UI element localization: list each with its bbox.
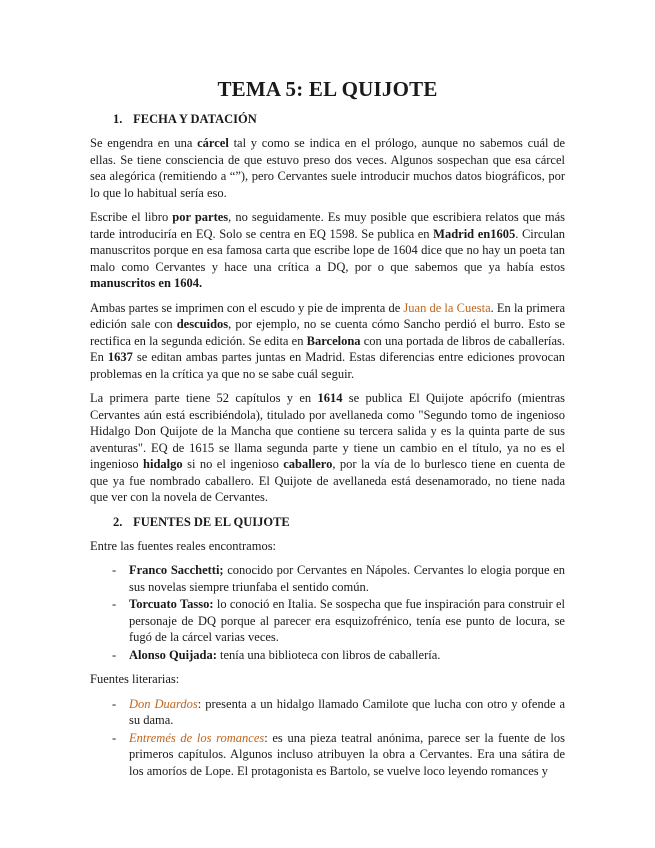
- bold-term: Barcelona: [306, 333, 361, 348]
- bold-term: cárcel: [197, 136, 229, 150]
- work-title: Entremés de los romances: [129, 730, 265, 745]
- source-name: Alonso Quijada:: [129, 647, 217, 662]
- text-run: , por ejemplo, no se cuenta cómo Sancho perdió el burro. Esto se rectifica en la segunda edición. Se edita en: [90, 317, 565, 348]
- text-run: , por la vía de lo burlesco tiene en cuenta de que ya fue nombrado caballero. El Quijote de avellaneda está desenamorado, no tiene nada que ver con la novela de Cervantes.: [90, 457, 566, 504]
- paragraph-apocrifo: [90, 390, 565, 506]
- literary-sources-intro: Fuentes literarias:: [90, 672, 180, 686]
- bold-term: hidalgo: [143, 457, 183, 471]
- source-text: lo conoció en Italia. Se sospecha que fue inspiración para construir el personaje de DQ porque al parecer era esquizofrénico, tenía ese punto de locura, se fugó de la cárcel varias veces.: [129, 597, 566, 644]
- text-run: si no el ingenioso: [182, 457, 284, 471]
- paragraph-imprenta: [90, 300, 565, 383]
- section-number: 2.: [113, 514, 123, 529]
- section-title: FUENTES DE EL QUIJOTE: [133, 514, 290, 529]
- source-name: Franco Sacchetti;: [129, 563, 224, 577]
- bold-term: caballero: [283, 457, 333, 471]
- source-text: : presenta a un hidalgo llamado Camilote que lucha con otro y ofende a su dama.: [129, 696, 565, 727]
- list-item: [90, 562, 565, 595]
- list-item: [90, 647, 565, 664]
- section-title: FECHA Y DATACIÓN: [133, 112, 257, 126]
- text-run: se editan ambas partes juntas en Madrid. Estas diferencias entre ediciones provocan problemas en la crítica ya que no se sabe cuál seguir.: [90, 350, 565, 381]
- paragraph-carcel: [90, 135, 565, 201]
- bold-term: 1637: [107, 350, 133, 364]
- list-item: [90, 730, 565, 780]
- highlighted-name: Juan de la Cuesta: [403, 300, 491, 315]
- list-item: [90, 696, 565, 729]
- text-run: . Circulan manuscritos porque en esa famosa carta que escribe lope de 1604 dice que no hay un poeta tan malo como Cervantes y hace una crítica a DQ, por o que sabemos que ya había estos: [90, 226, 565, 274]
- text-run: Escribe el libro: [90, 210, 173, 224]
- real-sources-intro: Entre las fuentes reales encontramos:: [90, 538, 277, 553]
- bold-term: manuscritos en 1604.: [90, 276, 203, 290]
- bold-term: Madrid en1605: [433, 226, 516, 241]
- document-body: [90, 72, 565, 787]
- section-number: 1.: [113, 112, 123, 126]
- source-text: : es una pieza teatral anónima, parece ser la fuente de los primeros capítulos. Algunos incluso atribuyen la obra a Cervantes. Era una sátira de los amoríos de Lope. El protagonista es Bartolo, se vuelve loco leyendo romances y: [129, 730, 565, 778]
- bold-term: 1614: [317, 391, 343, 405]
- text-run: , no seguidamente. Es muy posible que escribiera relatos que más tarde introduciría en EQ. Solo se centra en EQ 1598. Se publica en: [90, 210, 566, 241]
- section-heading-fuentes: [90, 514, 565, 530]
- text-run: Ambas partes se imprimen con el escudo y pie de imprenta de: [90, 300, 404, 315]
- bold-term: descuidos: [176, 317, 229, 331]
- page-title: TEMA 5: EL QUIJOTE: [217, 77, 438, 101]
- bold-term: por partes: [172, 210, 229, 224]
- text-run: Se engendra en una: [90, 136, 198, 150]
- text-run: La primera parte tiene 52 capítulos y en: [90, 391, 318, 405]
- section-heading-fecha: [90, 111, 565, 127]
- text-run: tal y como se indica en el prólogo, aunque no sabemos cuál de ellas. Se tiene consciencia de que estuvo preso dos veces. Algunos sospechan que esa cárcel sea alegórica (remitiendo a “”), pero Cervantes suele introducir muchos datos biográficos, por lo que lo habitual sería eso.: [90, 136, 566, 200]
- text-run: . En la primera edición sale con: [90, 300, 565, 331]
- paragraph-partes: [90, 209, 565, 292]
- real-sources-list: [90, 562, 565, 663]
- work-title: Don Duardos: [129, 696, 198, 711]
- source-text: tenía una biblioteca con libros de caballería.: [216, 647, 441, 662]
- text-run: con una portada de libros de caballerías. En: [90, 333, 565, 364]
- list-item: [90, 596, 565, 646]
- text-run: se publica El Quijote apócrifo (mientras Cervantes aún está escribiéndola), titulado por avellaneda como "Segundo tomo de ingenioso Hidalgo Don Quijote de la Mancha que contiene su tercera salida y es la quinta parte de sus aventuras". EQ de 1615 se llama segunda parte y tiene un cambio en el título, ya no es el ingenioso: [90, 391, 565, 471]
- source-name: Torcuato Tasso:: [129, 597, 214, 611]
- literary-sources-list: [90, 696, 565, 780]
- source-text: conocido por Cervantes en Nápoles. Cervantes lo elogia porque en sus novelas siempre triunfaba el sentido común.: [129, 563, 565, 594]
